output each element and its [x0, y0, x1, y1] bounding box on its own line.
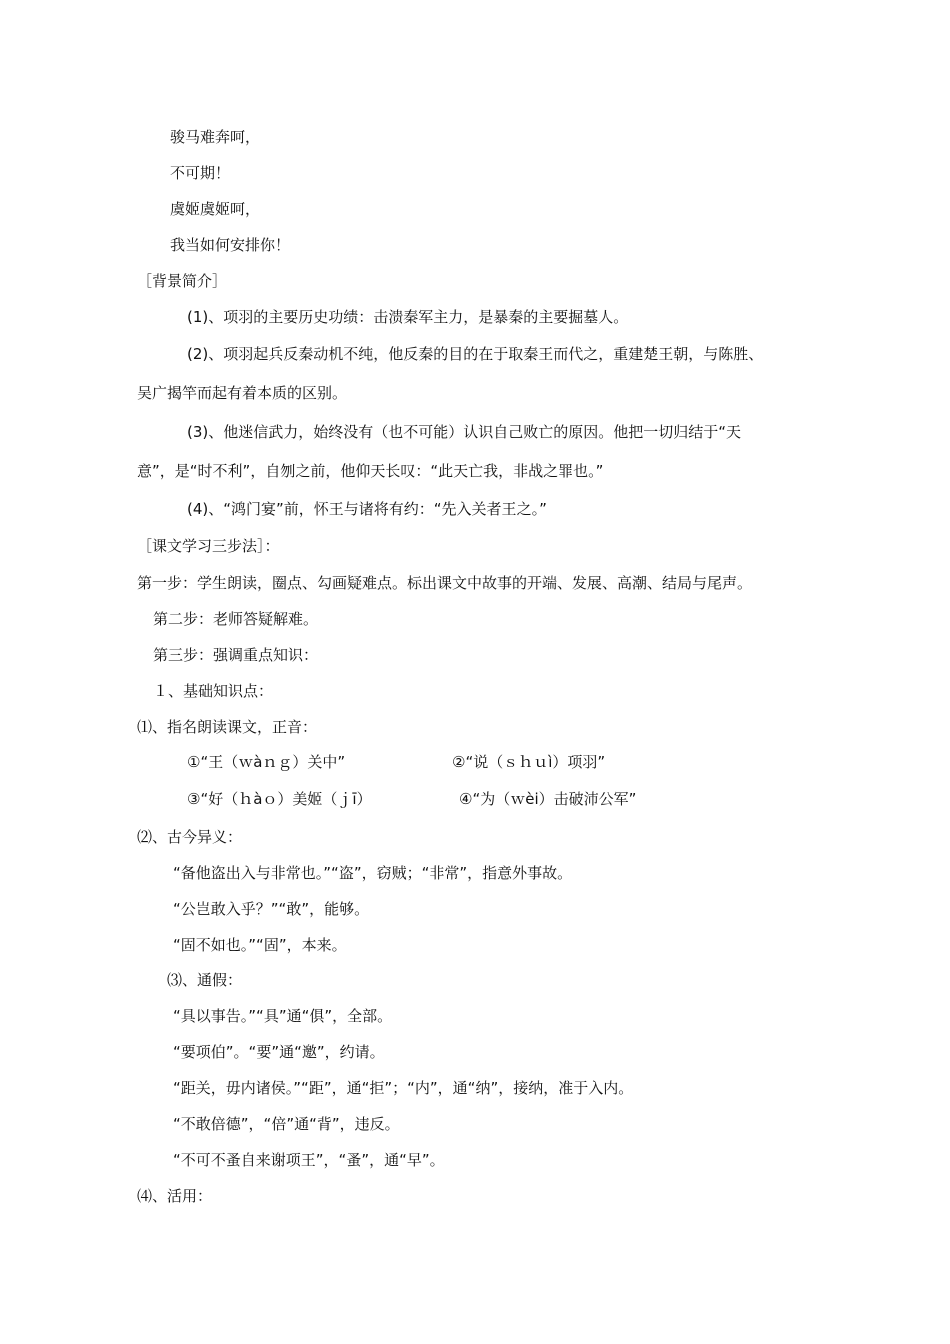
usage-heading: ⑷、活用：: [137, 1187, 213, 1205]
tongjia-item: “具以事告。”“具”通“俱”，全部。: [173, 1007, 393, 1025]
background-item: (1)、项羽的主要历史功绩：击溃秦军主力，是暴秦的主要掘墓人。: [187, 308, 629, 326]
subsection-heading: １、基础知识点：: [153, 682, 274, 700]
background-item: (4)、“鸿门宴”前，怀王与诸将有约：“先入关者王之。”: [187, 500, 547, 518]
method-step: 第一步：学生朗读，圈点、勾画疑难点。标出课文中故事的开端、发展、高潮、结局与尾声。: [137, 574, 753, 592]
background-item: 吴广揭竿而起有着本质的区别。: [137, 384, 348, 402]
tongjia-item: “不敢倍德”，“倍”通“背”，违反。: [173, 1115, 400, 1133]
pronunciation-item: ③“好（ｈàｏ）美姬（ｊī）: [187, 790, 372, 808]
background-item: (3)、他迷信武力，始终没有（也不可能）认识自己败亡的原因。他把一切归结于“天: [187, 423, 742, 441]
tongjia-heading: ⑶、通假：: [167, 971, 243, 989]
background-item: (2)、项羽起兵反秦动机不纯，他反秦的目的在于取秦王而代之，重建楚王朝，与陈胜、: [187, 345, 764, 363]
tongjia-item: “距关，毋内诸侯。”“距”，通“拒”；“内”，通“纳”，接纳，准于入内。: [173, 1079, 634, 1097]
ancient-heading: ⑵、古今异义：: [137, 828, 243, 846]
tongjia-item: “不可不蚤自来谢项王”，“蚤”，通“早”。: [173, 1151, 445, 1169]
pronunciation-item: ④“为（ｗèi）击破沛公军”: [459, 790, 637, 808]
tongjia-item: “要项伯”。“要”通“邀”，约请。: [173, 1043, 385, 1061]
poem-line: 我当如何安排你！: [170, 236, 291, 254]
poem-line: 虞姬虞姬呵，: [170, 200, 261, 218]
ancient-item: “固不如也。”“固”，本来。: [173, 936, 347, 954]
pronunciation-item: ①“王（ｗàｎｇ）关中”: [187, 753, 346, 771]
section-heading-method: ［课文学习三步法］：: [137, 537, 280, 555]
ancient-item: “公岂敢入乎？”“敢”，能够。: [173, 900, 370, 918]
method-step: 第二步：老师答疑解难。: [153, 610, 319, 628]
background-item: 意”，是“时不利”，自刎之前，他仰天长叹：“此天亡我，非战之罪也。”: [137, 462, 604, 480]
method-step: 第三步：强调重点知识：: [153, 646, 319, 664]
pronunciation-item: ②“说（ｓｈｕì）项羽”: [452, 753, 606, 771]
poem-line: 不可期！: [170, 164, 231, 182]
section-heading-background: ［背景简介］: [137, 272, 228, 290]
ancient-item: “备他盗出入与非常也。”“盗”，窃贼；“非常”，指意外事故。: [173, 864, 573, 882]
reading-heading: ⑴、指名朗读课文，正音：: [137, 718, 318, 736]
poem-line: 骏马难奔呵，: [170, 128, 261, 146]
